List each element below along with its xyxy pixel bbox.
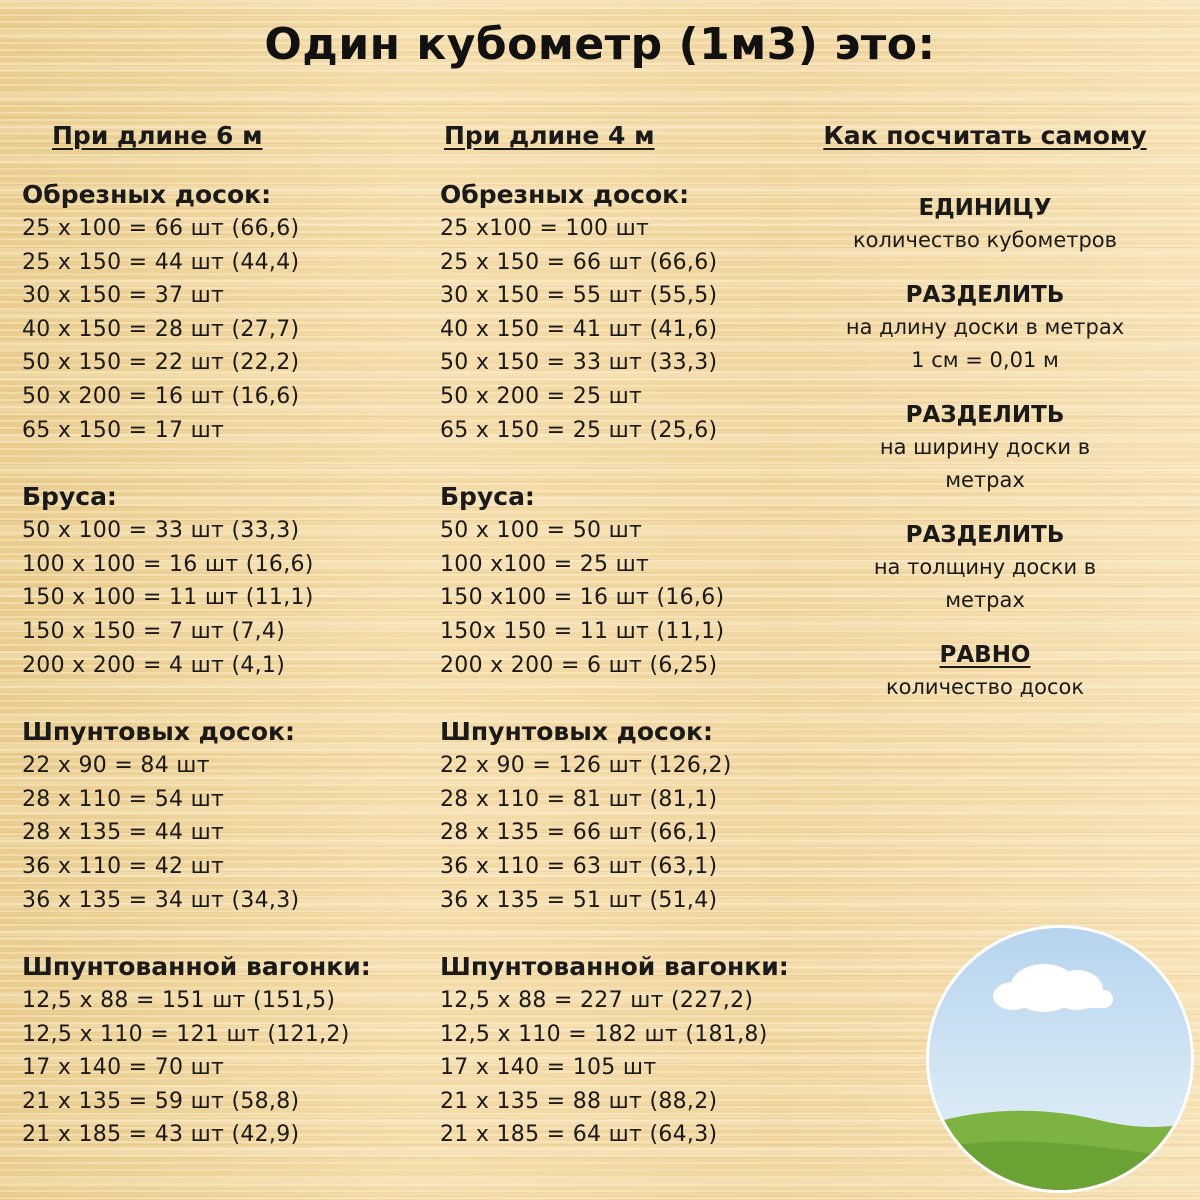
step-text: на ширину доски в [879,435,1091,459]
table-row: 12,5 x 110 = 121 шт (121,2) [22,1021,350,1047]
table-row: 17 x 140 = 70 шт [22,1055,225,1081]
step-title: РАВНО [939,642,1031,668]
hill-icon [929,1111,1191,1190]
table-row: 12,5 x 110 = 182 шт (181,8) [440,1021,768,1047]
section-lining-6m [22,950,432,1152]
step-text: 1 см = 0,01 м [911,348,1059,372]
landscape-illustration [926,925,1194,1193]
table-row: 36 x 135 = 34 шт (34,3) [22,887,300,913]
step-title: РАЗДЕЛИТЬ [905,402,1065,428]
table-row: 50 x 150 = 22 шт (22,2) [22,350,300,376]
howto-heading: Как посчитать самому [823,121,1147,150]
table-row: 17 x 140 = 105 шт [440,1055,657,1081]
table-row: 36 x 110 = 42 шт [22,853,225,879]
column-length-6m [22,118,432,1185]
section-beams-6m [22,480,432,682]
table-row: 21 x 185 = 64 шт (64,3) [440,1122,718,1148]
table-row: 28 x 110 = 81 шт (81,1) [440,786,718,812]
step-text: количество досок [885,675,1085,699]
section-title: Шпунтовых досок: [22,717,295,747]
table-row: 25 x100 = 100 шт [440,216,650,241]
step-text: количество кубометров [852,228,1118,252]
table-row: 50 x 200 = 16 шт (16,6) [22,383,300,409]
section-tongue-boards-6m [22,715,432,917]
table-row: 50 x 100 = 33 шт (33,3) [22,518,300,544]
table-row: 21 x 135 = 88 шт (88,2) [440,1088,718,1114]
section-tongue-boards-4m [440,715,830,917]
table-row: 12,5 x 88 = 151 шт (151,5) [22,988,336,1014]
howto-step [780,192,1190,257]
table-row: 30 x 150 = 55 шт (55,5) [440,283,718,309]
table-row: 12,5 x 88 = 227 шт (227,2) [440,988,754,1014]
table-row: 25 x 150 = 44 шт (44,4) [22,249,300,275]
step-text: метрах [945,468,1025,492]
table-row: 150 x100 = 16 шт (16,6) [440,585,725,611]
table-row: 200 x 200 = 4 шт (4,1) [22,652,286,678]
section-title: Шпунтованной вагонки: [22,952,371,982]
howto-step [780,399,1190,497]
table-row: 30 x 150 = 37 шт [22,283,225,309]
table-row: 28 x 135 = 44 шт [22,820,225,846]
cloud-icon [993,964,1113,1012]
column-heading-4m: При длине 4 м [444,121,655,150]
section-title: Шпунтованной вагонки: [440,952,789,982]
howto-step [780,279,1190,377]
step-text: на толщину доски в [873,555,1097,579]
table-row: 25 x 150 = 66 шт (66,6) [440,249,718,275]
table-row: 36 x 135 = 51 шт (51,4) [440,887,718,913]
table-row: 21 x 135 = 59 шт (58,8) [22,1088,300,1114]
page-title: Один кубометр (1м3) это: [264,19,936,70]
step-text: на длину доски в метрах [845,315,1125,339]
section-title: Шпунтовых досок: [440,717,713,747]
landscape-svg [929,928,1191,1190]
table-row: 40 x 150 = 41 шт (41,6) [440,316,718,342]
step-title: РАЗДЕЛИТЬ [905,282,1065,308]
table-row: 65 x 150 = 25 шт (25,6) [440,417,718,443]
section-edged-boards-4m [440,178,830,447]
section-title: Обрезных досок: [22,180,272,209]
section-lining-4m [440,950,830,1152]
section-title: Бруса: [440,482,535,512]
table-row: 40 x 150 = 28 шт (27,7) [22,316,300,342]
table-row: 100 x 100 = 16 шт (16,6) [22,551,314,577]
table-row: 65 x 150 = 17 шт [22,417,225,443]
howto-step [780,639,1190,704]
table-row: 25 x 100 = 66 шт (66,6) [22,216,300,241]
section-title: Бруса: [22,482,117,512]
column-length-4m [440,118,830,1185]
step-title: РАЗДЕЛИТЬ [905,522,1065,548]
table-row: 150 x 150 = 7 шт (7,4) [22,618,286,644]
table-row: 50 x 150 = 33 шт (33,3) [440,350,718,376]
section-edged-boards-6m [22,178,432,447]
table-row: 100 x100 = 25 шт [440,551,650,577]
table-row: 21 x 185 = 43 шт (42,9) [22,1122,300,1148]
table-row: 22 x 90 = 84 шт [22,753,210,779]
howto-step [780,519,1190,617]
table-row: 150 x 100 = 11 шт (11,1) [22,585,314,611]
table-row: 50 x 100 = 50 шт [440,518,643,544]
table-row: 36 x 110 = 63 шт (63,1) [440,853,718,879]
howto-column [780,118,1190,726]
step-title: ЕДИНИЦУ [918,195,1052,221]
section-title: Обрезных досок: [440,180,690,209]
table-row: 150x 150 = 11 шт (11,1) [440,618,725,644]
table-row: 200 x 200 = 6 шт (6,25) [440,652,718,678]
table-row: 50 x 200 = 25 шт [440,383,643,409]
table-row: 28 x 110 = 54 шт [22,786,225,812]
section-beams-4m [440,480,830,682]
table-row: 28 x 135 = 66 шт (66,1) [440,820,718,846]
step-text: метрах [945,588,1025,612]
table-row: 22 x 90 = 126 шт (126,2) [440,753,732,779]
column-heading-6m: При длине 6 м [52,121,263,150]
